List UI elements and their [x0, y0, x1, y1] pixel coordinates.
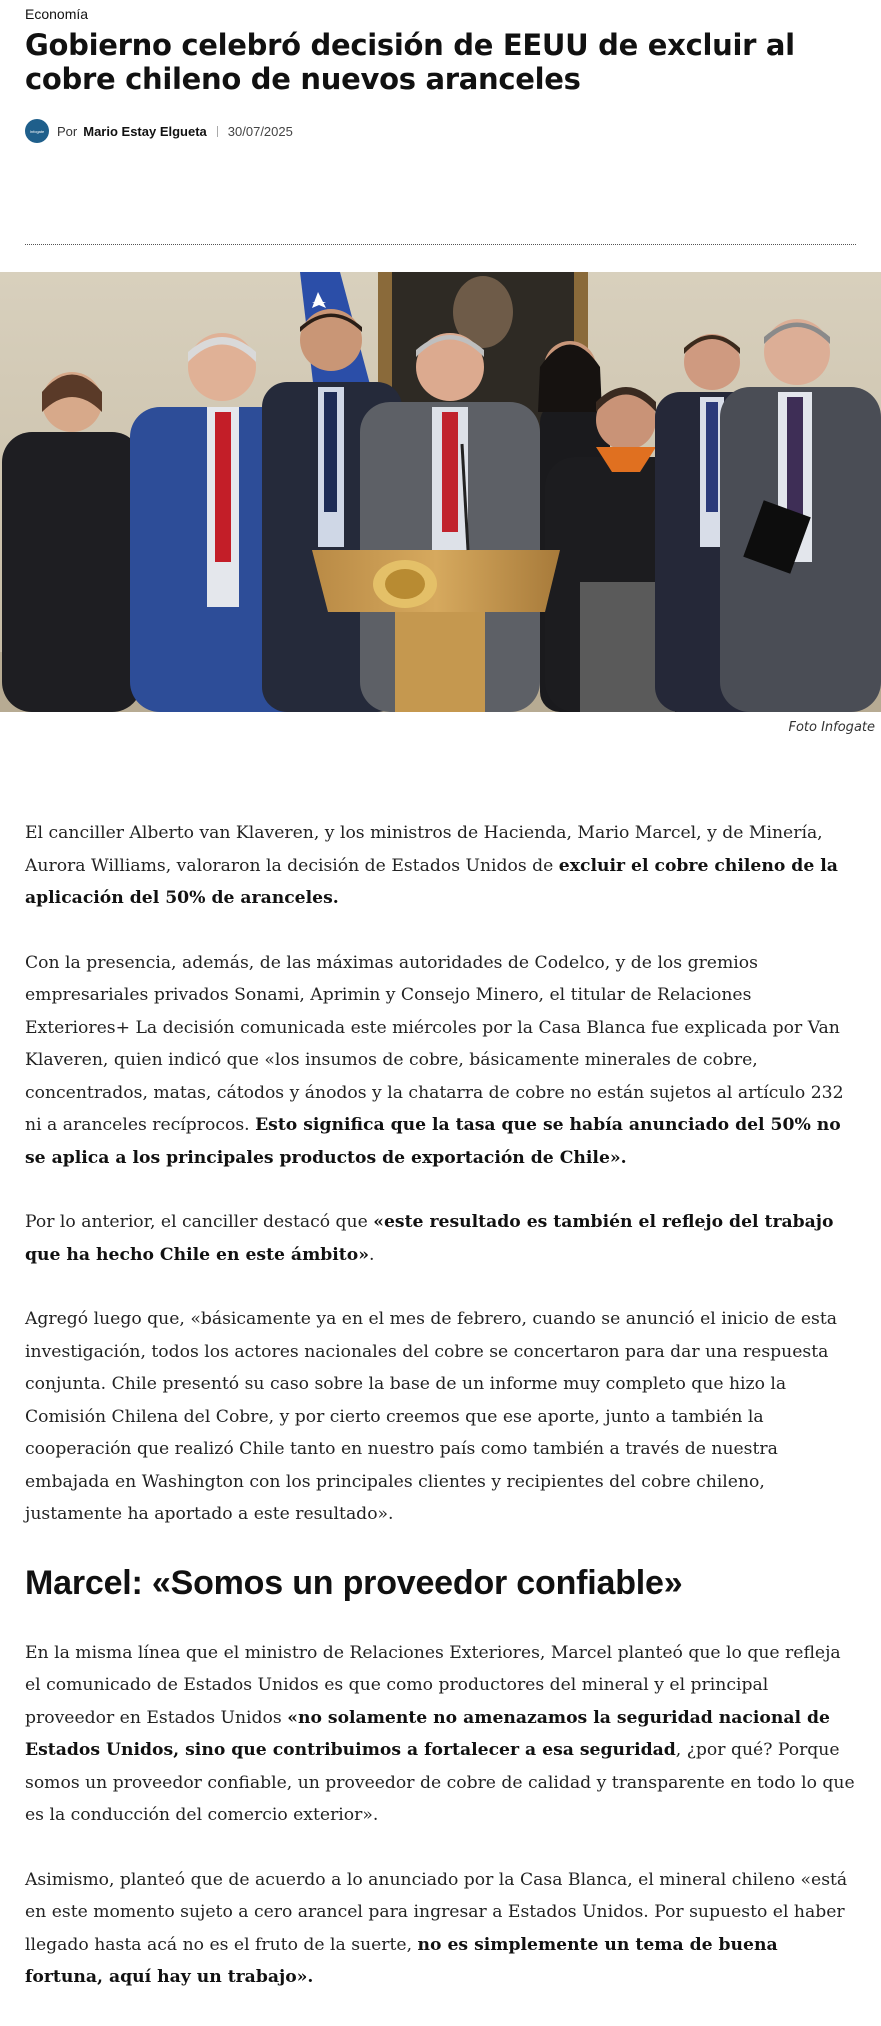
paragraph [25, 1637, 859, 1832]
paragraph-bold: «este resultado es también el reflejo del trabajo que ha hecho Chile en este ámbito» [25, 1212, 834, 1265]
paragraph [25, 1303, 859, 1531]
paragraph [25, 1206, 859, 1271]
paragraph-bold: no es simplemente un tema de buena fortuna, aquí hay un trabajo». [25, 1934, 778, 1987]
article-photo [0, 272, 881, 712]
publish-date: 30/07/2025 [227, 123, 293, 139]
category-link[interactable]: Economía [25, 6, 89, 22]
paragraph-text: Por lo anterior, el canciller destacó que [25, 1212, 374, 1232]
paragraph-text: Agregó luego que, «básicamente ya en el mes de febrero, cuando se anunció el inicio de esta investigación, todos los actores nacionales del cobre se concertaron para dar una respuesta conjunta. Chile presentó su caso sobre la base de un informe muy completo que hizo la Comisión Chilena del Cobre, y por cierto creemos que ese aporte, junto a también la cooperación que realizó Chile tanto en nuestro país como también a través de nuestra embajada en Washington con los principales clientes y recipientes del cobre chileno, justamente ha aportado a este resultado». [25, 1309, 838, 1524]
paragraph-text: En la misma línea que el ministro de Relaciones Exteriores, Marcel planteó que lo que refleja el comunicado de Estados Unidos es que como productores del mineral y el principal proveedor en Estados Unidos [25, 1642, 841, 1728]
paragraph [25, 1864, 859, 1994]
photo-caption: Foto Infogate [788, 720, 875, 735]
section-heading: Marcel: «Somos un proveedor confiable» [25, 1563, 683, 1602]
by-label: Por [57, 123, 78, 139]
paragraph-bold: excluir el cobre chileno de la aplicación del 50% de aranceles. [25, 855, 838, 908]
meta-separator [217, 126, 218, 137]
article-body [25, 817, 859, 2026]
paragraph-text: Asimismo, planteó que de acuerdo a lo anunciado por la Casa Blanca, el mineral chileno «está en este momento sujeto a cero arancel para ingresar a Estados Unidos. Por supuesto el haber llegado hasta acá no es el fruto de la suerte, [25, 1869, 848, 1955]
author-link[interactable]: Mario Estay Elgueta [83, 123, 207, 139]
paragraph-text: , ¿por qué? Porque somos un proveedor confiable, un proveedor de cobre de calidad y transparente en todo lo que es la conducción del comercio exterior». [25, 1740, 855, 1825]
article-meta [25, 119, 293, 143]
article-title: Gobierno celebró decisión de EEUU de excluir al cobre chileno de nuevos aranceles [25, 28, 795, 96]
paragraph-text: El canciller Alberto van Klaveren, y los ministros de Hacienda, Mario Marcel, y de Minería, Aurora Williams, valoraron la decisión de Estados Unidos de [25, 823, 823, 876]
paragraph-bold: Esto significa que la tasa que se había anunciado del 50% no se aplica a los principales productos de exportación de Chile». [25, 1115, 841, 1168]
paragraph-text: . [368, 1244, 375, 1265]
paragraph [25, 947, 859, 1175]
paragraph-text: Con la presencia, además, de las máximas autoridades de Codelco, y de los gremios empresariales privados Sonami, Aprimin y Consejo Minero, el titular de Relaciones Exteriores+ La decisión comunicada este miércoles por la Casa Blanca fue explicada por Van Klaveren, quien indicó que «los insumos de cobre, básicamente minerales de cobre, concentrados, matas, cátodos y ánodos y la chatarra de cobre no están sujetos al artículo 232 ni a aranceles recíprocos. [25, 952, 844, 1135]
paragraph-bold: «no solamente no amenazamos la seguridad nacional de Estados Unidos, sino que contribuimos a fortalecer a esa seguridad [25, 1707, 830, 1760]
divider [25, 244, 856, 245]
author-avatar[interactable] [25, 119, 49, 143]
avatar-logo-text: Infogate [29, 128, 45, 134]
paragraph [25, 817, 859, 915]
